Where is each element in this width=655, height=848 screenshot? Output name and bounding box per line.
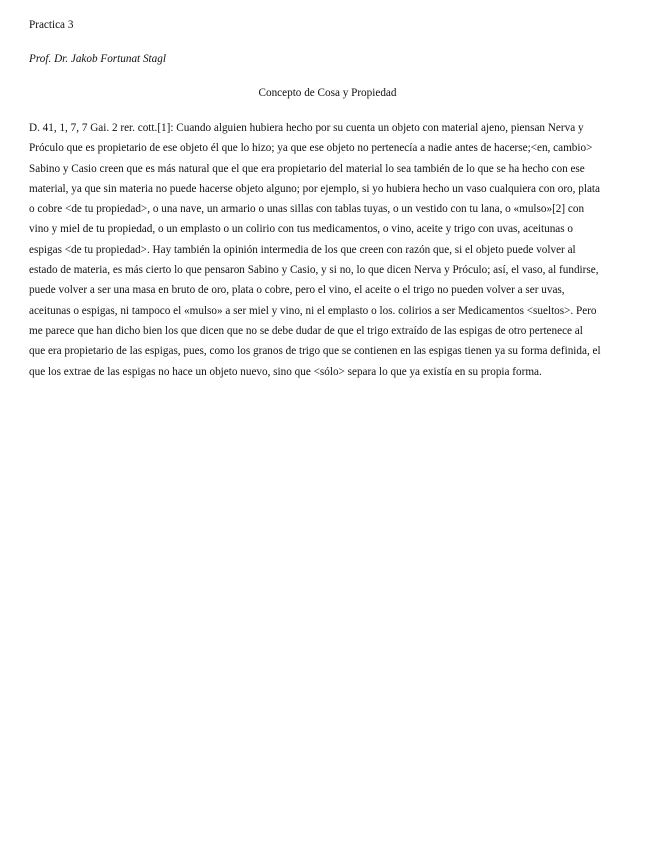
- body-line: D. 41, 1, 7, 7 Gai. 2 rer. cott.[1]: Cuando alguien hubiera hecho por su cuenta un objeto con material ajeno, piensan Nerva y: [29, 122, 584, 134]
- document-title: Concepto de Cosa y Propiedad: [258, 87, 397, 99]
- body-line: que los extrae de las espigas no hace un objeto nuevo, sino que <sólo> separa lo que ya existía en su propia forma.: [29, 365, 542, 378]
- body-line: Próculo que es propietario de ese objeto él que lo hizo; ya que ese objeto no pertenecía a nadie antes de hacerse;<en, cambio>: [29, 142, 593, 155]
- body-line: Sabino y Casio creen que es más natural que el que era propietario del material lo sea también de lo que se ha hecho con ese: [29, 162, 585, 175]
- body-line: me parece que han dicho bien los que dicen que no se debe dudar de que el trigo extraído de las espigas de otro pertenece al: [29, 324, 583, 337]
- body-line: estado de materia, es más cierto lo que pensaron Sabino y Casio, y si no, lo que dicen Nerva y Próculo; así, el vaso, al fundirse,: [29, 264, 599, 277]
- body-line: espigas <de tu propiedad>. Hay también la opinión intermedia de los que creen con razón que, si el objeto puede volver al: [29, 243, 576, 256]
- body-line: aceitunas o espigas, ni tampoco el «mulso» a ser miel y vino, ni el emplasto o los. colirios a ser Medicamentos <sueltos>. Pero: [29, 304, 597, 317]
- body-line: material, ya que sin materia no puede hacerse objeto alguno; por ejemplo, si yo hubiera hecho un vaso cualquiera con oro, plata: [29, 182, 600, 195]
- body-paragraph: [29, 118, 629, 382]
- body-line: vino y miel de tu propiedad, o un emplasto o un colirio con tus medicamentos, o vino, aceite y trigo con uvas, aceitunas o: [29, 223, 574, 236]
- body-line: que era propietario de las espigas, pues, como los granos de trigo que se contienen en las espigas tienen ya su forma definida, el: [29, 345, 601, 358]
- body-line: puede volver a ser una masa en bruto de oro, plata o cobre, pero el vino, el aceite o el trigo no pueden volver a ser uvas,: [29, 284, 565, 297]
- document-header: Practica 3: [29, 19, 74, 31]
- body-line: o cobre <de tu propiedad>, o una nave, un armario o unas sillas con tablas tuyas, o un vestido con tu lana, o «mulso»[2] con: [29, 203, 585, 216]
- author-name: Prof. Dr. Jakob Fortunat Stagl: [29, 53, 166, 65]
